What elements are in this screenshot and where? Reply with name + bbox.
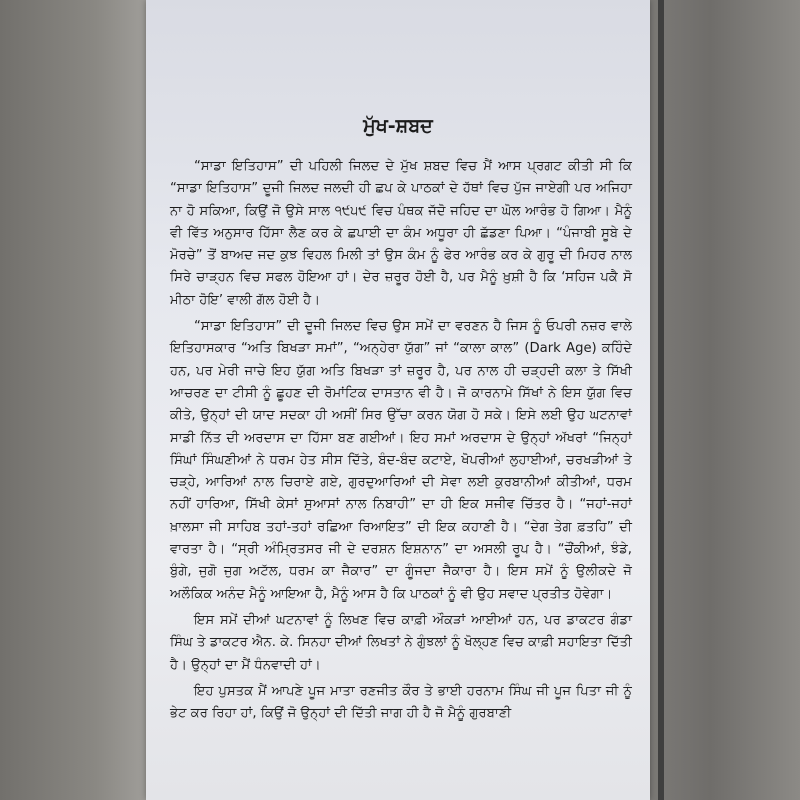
paragraph-1: “ਸਾਡਾ ਇਤਿਹਾਸ” ਦੀ ਪਹਿਲੀ ਜਿਲਦ ਦੇ ਮੁੱਖ ਸ਼ਬਦ ਵਿਚ ਮੈਂ ਆਸ ਪ੍ਰਗਟ ਕੀਤੀ ਸੀ ਕਿ “ਸਾਡਾ ਇਤਿਹਾਸ” ਦੂਜੀ ਜਿਲਦ ਜਲਦੀ ਹੀ ਛਪ ਕੇ ਪਾਠਕਾਂ ਦੇ ਹੱਥਾਂ ਵਿਚ ਪੁੱਜ ਜਾਏਗੀ ਪਰ ਅਜਿਹਾ ਨਾ ਹੋ ਸਕਿਆ, ਕਿਉਂ ਜੋ ਉਸੇ ਸਾਲ ੧੯੫੯ ਵਿਚ ਪੰਥਕ ਜੱਦੋ ਜਹਿਦ ਦਾ ਘੋਲ ਆਰੰਭ ਹੋ ਗਿਆ। ਮੈਨੂੰ ਵੀ ਵਿੱਤ ਅਨੁਸਾਰ ਹਿੱਸਾ ਲੈਣ ਕਰ ਕੇ ਛਪਾਈ ਦਾ ਕੰਮ ਅਧੂਰਾ ਹੀ ਛੱਡਣਾ ਪਿਆ। “ਪੰਜਾਬੀ ਸੂਬੇ ਦੇ ਮੋਰਚੇ” ਤੋਂ ਬਾਅਦ ਜਦ ਕੁਝ ਵਿਹਲ ਮਿਲੀ ਤਾਂ ਉਸ ਕੰਮ ਨੂੰ ਫੇਰ ਆਰੰਭ ਕਰ ਕੇ ਗੁਰੂ ਦੀ ਮਿਹਰ ਨਾਲ ਸਿਰੇ ਚਾੜ੍ਹਨ ਵਿਚ ਸਫਲ ਹੋਇਆ ਹਾਂ। ਦੇਰ ਜ਼ਰੂਰ ਹੋਈ ਹੈ, ਪਰ ਮੈਨੂੰ ਖ਼ੁਸ਼ੀ ਹੈ ਕਿ ‘ਸਹਿਜ ਪਕੈ ਸੋ ਮੀਠਾ ਹੋਇ’ ਵਾਲੀ ਗੱਲ ਹੋਈ ਹੈ। [170,159,632,308]
background-right [650,0,800,800]
book-edge [658,0,664,800]
book-page [146,0,650,800]
paragraph-3: ਇਸ ਸਮੇਂ ਦੀਆਂ ਘਟਨਾਵਾਂ ਨੂੰ ਲਿਖਣ ਵਿਚ ਕਾਫ਼ੀ ਔਕੜਾਂ ਆਈਆਂ ਹਨ, ਪਰ ਡਾਕਟਰ ਗੰਡਾ ਸਿੰਘ ਤੇ ਡਾਕਟਰ ਐਨ. ਕੇ. ਸਿਨਹਾ ਦੀਆਂ ਲਿਖਤਾਂ ਨੇ ਗੁੰਝਲਾਂ ਨੂੰ ਖੋਲ੍ਹਣ ਵਿਚ ਕਾਫ਼ੀ ਸਹਾਇਤਾ ਦਿੱਤੀ ਹੈ। ਉਨ੍ਹਾਂ ਦਾ ਮੈਂ ਧੰਨਵਾਦੀ ਹਾਂ। [170,612,632,673]
page-heading: ਮੁੱਖ-ਸ਼ਬਦ [363,115,433,137]
paragraph-2: “ਸਾਡਾ ਇਤਿਹਾਸ” ਦੀ ਦੂਜੀ ਜਿਲਦ ਵਿਚ ਉਸ ਸਮੇਂ ਦਾ ਵਰਣਨ ਹੈ ਜਿਸ ਨੂੰ ਓਪਰੀ ਨਜ਼ਰ ਵਾਲੇ ਇਤਿਹਾਸਕਾਰ “ਅਤਿ ਬਿਖੜਾ ਸਮਾਂ”, “ਅਨ੍ਹੇਰਾ ਯੁੱਗ” ਜਾਂ “ਕਾਲਾ ਕਾਲ” (Dark Age) ਕਹਿੰਦੇ ਹਨ, ਪਰ ਮੇਰੀ ਜਾਚੇ ਇਹ ਯੁੱਗ ਅਤਿ ਬਿਖੜਾ ਤਾਂ ਜ਼ਰੂਰ ਹੈ, ਪਰ ਨਾਲ ਹੀ ਚੜ੍ਹਦੀ ਕਲਾ ਤੇ ਸਿੱਖੀ ਆਚਰਣ ਦਾ ਟੀਸੀ ਨੂੰ ਛੂਹਣ ਦੀ ਰੋਮਾਂਟਿਕ ਦਾਸਤਾਨ ਵੀ ਹੈ। ਜੋ ਕਾਰਨਾਮੇ ਸਿੱਖਾਂ ਨੇ ਇਸ ਯੁੱਗ ਵਿਚ ਕੀਤੇ, ਉਨ੍ਹਾਂ ਦੀ ਯਾਦ ਸਦਕਾ ਹੀ ਅਸੀਂ ਸਿਰ ਉੱਚਾ ਕਰਨ ਯੋਗ ਹੋ ਸਕੇ। ਇਸੇ ਲਈ ਉਹ ਘਟਨਾਵਾਂ ਸਾਡੀ ਨਿੱਤ ਦੀ ਅਰਦਾਸ ਦਾ ਹਿੱਸਾ ਬਣ ਗਈਆਂ। ਇਹ ਸਮਾਂ ਅਰਦਾਸ ਦੇ ਉਨ੍ਹਾਂ ਅੱਖਰਾਂ “ਜਿਨ੍ਹਾਂ ਸਿੰਘਾਂ ਸਿੰਘਣੀਆਂ ਨੇ ਧਰਮ ਹੇਤ ਸੀਸ ਦਿੱਤੇ, ਬੰਦ-ਬੰਦ ਕਟਾਏ, ਖੋਪਰੀਆਂ ਲੁਹਾਈਆਂ, ਚਰਖੜੀਆਂ ਤੇ ਚੜ੍ਹੇ, ਆਰਿਆਂ ਨਾਲ ਚਿਰਾਏ ਗਏ, ਗੁਰਦੁਆਰਿਆਂ ਦੀ ਸੇਵਾ ਲਈ ਕੁਰਬਾਨੀਆਂ ਕੀਤੀਆਂ, ਧਰਮ ਨਹੀਂ ਹਾਰਿਆ, ਸਿੱਖੀ ਕੇਸਾਂ ਸੁਆਸਾਂ ਨਾਲ ਨਿਬਾਹੀ” ਦਾ ਹੀ ਇਕ ਸਜੀਵ ਚਿੱਤਰ ਹੈ। “ਜਹਾਂ-ਜਹਾਂ ਖ਼ਾਲਸਾ ਜੀ ਸਾਹਿਬ ਤਹਾਂ-ਤਹਾਂ ਰਛਿਆ ਰਿਆਇਤ” ਦੀ ਇਕ ਕਹਾਣੀ ਹੈ। “ਦੇਗ ਤੇਗ ਫ਼ਤਹਿ” ਦੀ ਵਾਰਤਾ ਹੈ। “ਸ੍ਰੀ ਅੰਮ੍ਰਿਤਸਰ ਜੀ ਦੇ ਦਰਸ਼ਨ ਇਸ਼ਨਾਨ” ਦਾ ਅਸਲੀ ਰੂਪ ਹੈ। “ਚੌਂਕੀਆਂ, ਝੰਡੇ, ਬੁੰਗੇ, ਜੁਗੋ ਜੁਗ ਅਟੱਲ, ਧਰਮ ਕਾ ਜੈਕਾਰ” ਦਾ ਗੂੰਜਦਾ ਜੈਕਾਰਾ ਹੈ। ਇਸ ਸਮੇਂ ਨੂੰ ਉਲੀਕਦੇ ਜੋ ਅਲੌਕਿਕ ਅਨੰਦ ਮੈਨੂੰ ਆਇਆ ਹੈ, ਮੈਨੂੰ ਆਸ ਹੈ ਕਿ ਪਾਠਕਾਂ ਨੂੰ ਵੀ ਉਹ ਸਵਾਦ ਪ੍ਰਤੀਤ ਹੋਵੇਗਾ। [170,319,632,602]
page-body [170,156,632,729]
background-left [0,0,160,800]
paragraph-4: ਇਹ ਪੁਸਤਕ ਮੈਂ ਆਪਣੇ ਪੂਜ ਮਾਤਾ ਰਣਜੀਤ ਕੌਰ ਤੇ ਭਾਈ ਹਰਨਾਮ ਸਿੰਘ ਜੀ ਪੂਜ ਪਿਤਾ ਜੀ ਨੂੰ ਭੇਟ ਕਰ ਰਿਹਾ ਹਾਂ, ਕਿਉਂ ਜੋ ਉਨ੍ਹਾਂ ਦੀ ਦਿੱਤੀ ਜਾਗ ਹੀ ਹੈ ਜੋ ਮੈਨੂੰ ਗੁਰਬਾਣੀ [170,683,632,722]
